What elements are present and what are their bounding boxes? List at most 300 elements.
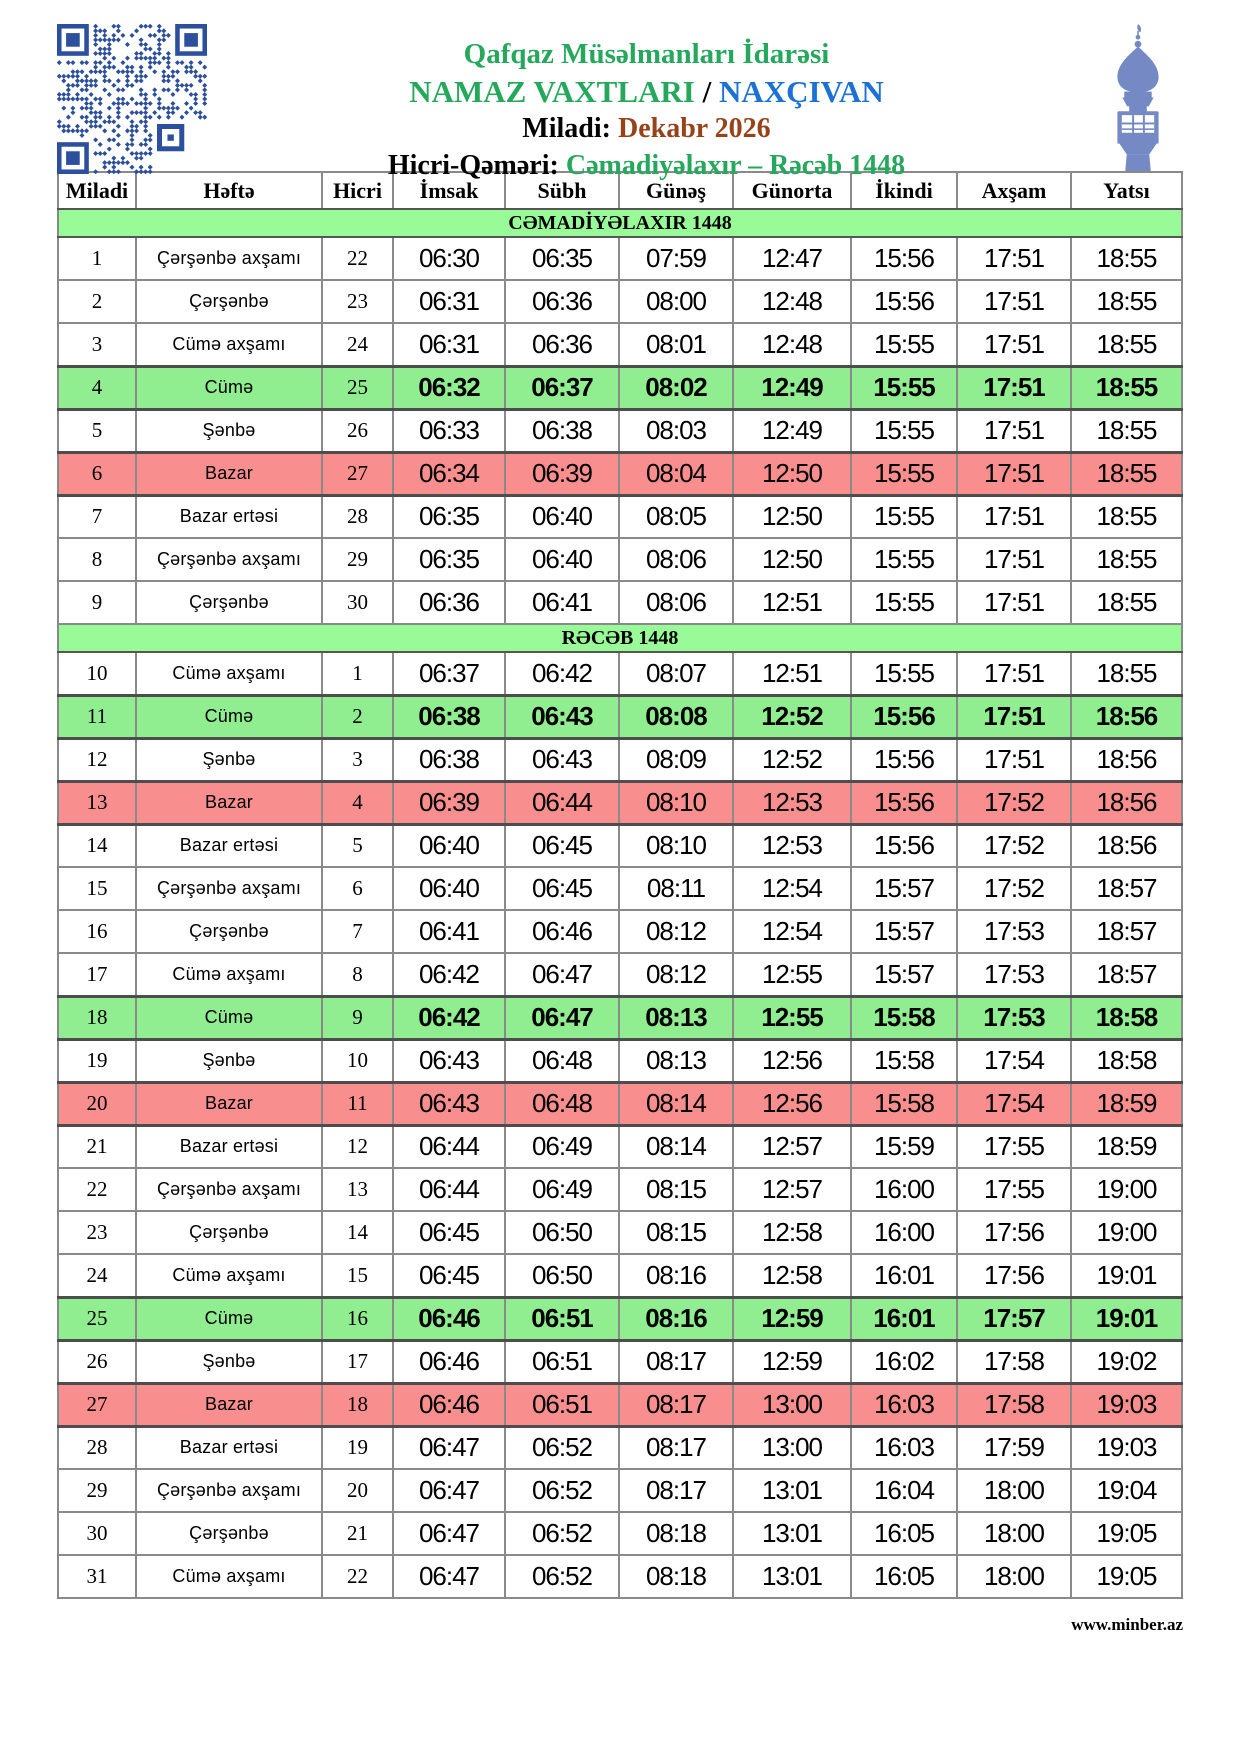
- table-row: [58, 1512, 1182, 1555]
- imsak-cell: 06:38: [393, 738, 505, 781]
- miladi-cell: 24: [58, 1254, 136, 1297]
- hicri-cell: 6: [322, 867, 393, 910]
- gunorta-cell: 12:55: [733, 953, 851, 996]
- gunorta-cell: 12:48: [733, 323, 851, 366]
- subh-cell: 06:52: [505, 1469, 619, 1512]
- miladi-cell: 17: [58, 953, 136, 996]
- subh-cell: 06:41: [505, 581, 619, 624]
- axsam-cell: 17:51: [957, 280, 1071, 323]
- imsak-cell: 06:30: [393, 237, 505, 280]
- miladi-cell: 22: [58, 1168, 136, 1211]
- gunes-cell: 07:59: [619, 237, 733, 280]
- imsak-cell: 06:40: [393, 824, 505, 867]
- axsam-cell: 17:53: [957, 953, 1071, 996]
- imsak-cell: 06:35: [393, 495, 505, 538]
- qr-code-icon: [57, 24, 222, 174]
- axsam-cell: 18:00: [957, 1469, 1071, 1512]
- miladi-cell: 16: [58, 910, 136, 953]
- gunes-cell: 08:13: [619, 1039, 733, 1082]
- yatsi-cell: 19:03: [1071, 1426, 1182, 1469]
- gunorta-cell: 12:53: [733, 824, 851, 867]
- gunorta-cell: 13:00: [733, 1383, 851, 1426]
- hicri-cell: 16: [322, 1297, 393, 1340]
- ikindi-cell: 15:56: [851, 781, 957, 824]
- subh-cell: 06:35: [505, 237, 619, 280]
- weekday-cell: Çərşənbə axşamı: [136, 867, 322, 910]
- hicri-cell: 18: [322, 1383, 393, 1426]
- yatsi-cell: 18:55: [1071, 652, 1182, 695]
- yatsi-cell: 18:58: [1071, 1039, 1182, 1082]
- hicri-value: Cəmadiyəlaxır – Rəcəb 1448: [565, 150, 906, 181]
- subh-cell: 06:49: [505, 1125, 619, 1168]
- table-row: [58, 538, 1182, 581]
- imsak-cell: 06:31: [393, 323, 505, 366]
- weekday-cell: Bazar ertəsi: [136, 824, 322, 867]
- section-title: CƏMADİYƏLAXIR 1448: [58, 209, 1182, 237]
- subh-cell: 06:43: [505, 695, 619, 738]
- hicri-cell: 10: [322, 1039, 393, 1082]
- axsam-cell: 17:52: [957, 781, 1071, 824]
- imsak-cell: 06:42: [393, 996, 505, 1039]
- gunorta-cell: 12:51: [733, 652, 851, 695]
- yatsi-cell: 18:57: [1071, 910, 1182, 953]
- yatsi-cell: 18:55: [1071, 280, 1182, 323]
- weekday-cell: Şənbə: [136, 738, 322, 781]
- weekday-cell: Cümə: [136, 695, 322, 738]
- weekday-cell: Cümə: [136, 366, 322, 409]
- hicri-cell: 19: [322, 1426, 393, 1469]
- title-block: [222, 24, 1071, 184]
- ikindi-cell: 15:55: [851, 652, 957, 695]
- yatsi-cell: 18:59: [1071, 1082, 1182, 1125]
- gunes-cell: 08:03: [619, 409, 733, 452]
- yatsi-cell: 18:57: [1071, 953, 1182, 996]
- city-name: NAXÇIVAN: [719, 74, 884, 109]
- imsak-cell: 06:36: [393, 581, 505, 624]
- section-title: RƏCƏB 1448: [58, 624, 1182, 652]
- imsak-cell: 06:45: [393, 1254, 505, 1297]
- subh-cell: 06:48: [505, 1039, 619, 1082]
- gunorta-cell: 12:59: [733, 1297, 851, 1340]
- gunes-cell: 08:14: [619, 1082, 733, 1125]
- prayer-table-body: [58, 209, 1182, 1598]
- weekday-cell: Cümə axşamı: [136, 323, 322, 366]
- imsak-cell: 06:40: [393, 867, 505, 910]
- website-link[interactable]: www.minber.az: [1071, 1615, 1183, 1634]
- ikindi-cell: 15:58: [851, 996, 957, 1039]
- weekday-cell: Bazar ertəsi: [136, 1125, 322, 1168]
- gunes-cell: 08:04: [619, 452, 733, 495]
- subh-cell: 06:47: [505, 996, 619, 1039]
- gunorta-cell: 12:51: [733, 581, 851, 624]
- miladi-cell: 14: [58, 824, 136, 867]
- miladi-cell: 19: [58, 1039, 136, 1082]
- miladi-label: Miladi:: [522, 113, 618, 144]
- miladi-cell: 25: [58, 1297, 136, 1340]
- ikindi-cell: 15:55: [851, 409, 957, 452]
- axsam-cell: 18:00: [957, 1555, 1071, 1598]
- ikindi-cell: 16:03: [851, 1383, 957, 1426]
- hicri-cell: 1: [322, 652, 393, 695]
- yatsi-cell: 18:57: [1071, 867, 1182, 910]
- miladi-cell: 30: [58, 1512, 136, 1555]
- miladi-cell: 13: [58, 781, 136, 824]
- table-row: [58, 695, 1182, 738]
- col-header-hicri: Hicri: [322, 172, 393, 209]
- subh-cell: 06:49: [505, 1168, 619, 1211]
- hicri-cell: 12: [322, 1125, 393, 1168]
- subh-cell: 06:46: [505, 910, 619, 953]
- hicri-cell: 22: [322, 237, 393, 280]
- col-header-axsam: Axşam: [957, 172, 1071, 209]
- ikindi-cell: 15:55: [851, 323, 957, 366]
- subh-cell: 06:52: [505, 1512, 619, 1555]
- table-row: [58, 1297, 1182, 1340]
- ikindi-cell: 15:56: [851, 237, 957, 280]
- yatsi-cell: 19:00: [1071, 1211, 1182, 1254]
- miladi-value: Dekabr 2026: [617, 113, 771, 144]
- ikindi-cell: 16:01: [851, 1297, 957, 1340]
- yatsi-cell: 18:55: [1071, 452, 1182, 495]
- axsam-cell: 17:58: [957, 1383, 1071, 1426]
- gunes-cell: 08:13: [619, 996, 733, 1039]
- gunorta-cell: 12:48: [733, 280, 851, 323]
- imsak-cell: 06:44: [393, 1125, 505, 1168]
- subh-cell: 06:39: [505, 452, 619, 495]
- axsam-cell: 17:55: [957, 1168, 1071, 1211]
- table-row: [58, 1555, 1182, 1598]
- miladi-cell: 5: [58, 409, 136, 452]
- axsam-cell: 17:51: [957, 237, 1071, 280]
- weekday-cell: Çərşənbə axşamı: [136, 237, 322, 280]
- miladi-cell: 23: [58, 1211, 136, 1254]
- weekday-cell: Çərşənbə: [136, 280, 322, 323]
- table-row: [58, 1039, 1182, 1082]
- ikindi-cell: 15:57: [851, 953, 957, 996]
- axsam-cell: 17:59: [957, 1426, 1071, 1469]
- miladi-cell: 10: [58, 652, 136, 695]
- weekday-cell: Bazar ertəsi: [136, 1426, 322, 1469]
- hicri-cell: 25: [322, 366, 393, 409]
- weekday-cell: Bazar ertəsi: [136, 495, 322, 538]
- subh-cell: 06:44: [505, 781, 619, 824]
- gunorta-cell: 13:00: [733, 1426, 851, 1469]
- imsak-cell: 06:42: [393, 953, 505, 996]
- gunorta-cell: 12:54: [733, 867, 851, 910]
- weekday-cell: Cümə axşamı: [136, 652, 322, 695]
- gunorta-cell: 12:57: [733, 1168, 851, 1211]
- gunes-cell: 08:09: [619, 738, 733, 781]
- axsam-cell: 17:55: [957, 1125, 1071, 1168]
- gunorta-cell: 12:55: [733, 996, 851, 1039]
- yatsi-cell: 18:56: [1071, 738, 1182, 781]
- yatsi-cell: 19:00: [1071, 1168, 1182, 1211]
- imsak-cell: 06:46: [393, 1340, 505, 1383]
- subh-cell: 06:42: [505, 652, 619, 695]
- miladi-cell: 28: [58, 1426, 136, 1469]
- yatsi-cell: 18:58: [1071, 996, 1182, 1039]
- gunorta-cell: 12:49: [733, 366, 851, 409]
- gunorta-cell: 12:54: [733, 910, 851, 953]
- gunes-cell: 08:08: [619, 695, 733, 738]
- gunes-cell: 08:07: [619, 652, 733, 695]
- imsak-cell: 06:47: [393, 1426, 505, 1469]
- ikindi-cell: 15:56: [851, 738, 957, 781]
- gunes-cell: 08:11: [619, 867, 733, 910]
- table-row: [58, 581, 1182, 624]
- yatsi-cell: 18:55: [1071, 237, 1182, 280]
- subh-cell: 06:51: [505, 1297, 619, 1340]
- gunorta-cell: 12:50: [733, 538, 851, 581]
- table-row: [58, 996, 1182, 1039]
- ikindi-cell: 16:00: [851, 1211, 957, 1254]
- imsak-cell: 06:31: [393, 280, 505, 323]
- miladi-cell: 20: [58, 1082, 136, 1125]
- imsak-cell: 06:34: [393, 452, 505, 495]
- imsak-cell: 06:43: [393, 1082, 505, 1125]
- gunes-cell: 08:05: [619, 495, 733, 538]
- axsam-cell: 17:56: [957, 1254, 1071, 1297]
- miladi-cell: 11: [58, 695, 136, 738]
- prayer-times-table: [57, 171, 1183, 1599]
- table-row: [58, 1125, 1182, 1168]
- table-row: [58, 237, 1182, 280]
- subh-cell: 06:40: [505, 495, 619, 538]
- axsam-cell: 17:51: [957, 538, 1071, 581]
- hicri-cell: 17: [322, 1340, 393, 1383]
- yatsi-cell: 19:01: [1071, 1254, 1182, 1297]
- weekday-cell: Bazar: [136, 781, 322, 824]
- table-row: [58, 953, 1182, 996]
- hicri-cell: 26: [322, 409, 393, 452]
- gunes-cell: 08:15: [619, 1211, 733, 1254]
- ikindi-cell: 15:55: [851, 538, 957, 581]
- section-row: [58, 209, 1182, 237]
- gunes-cell: 08:15: [619, 1168, 733, 1211]
- imsak-cell: 06:47: [393, 1555, 505, 1598]
- hicri-cell: 22: [322, 1555, 393, 1598]
- yatsi-cell: 18:56: [1071, 824, 1182, 867]
- weekday-cell: Cümə axşamı: [136, 1555, 322, 1598]
- yatsi-cell: 19:05: [1071, 1512, 1182, 1555]
- miladi-cell: 4: [58, 366, 136, 409]
- yatsi-cell: 18:56: [1071, 781, 1182, 824]
- gunes-cell: 08:06: [619, 581, 733, 624]
- axsam-cell: 17:51: [957, 409, 1071, 452]
- miladi-cell: 1: [58, 237, 136, 280]
- gunes-cell: 08:12: [619, 953, 733, 996]
- table-row: [58, 1168, 1182, 1211]
- table-row: [58, 452, 1182, 495]
- footer: [0, 1599, 1240, 1635]
- axsam-cell: 17:51: [957, 323, 1071, 366]
- subh-cell: 06:48: [505, 1082, 619, 1125]
- ikindi-cell: 16:04: [851, 1469, 957, 1512]
- col-header-hefte: Həftə: [136, 172, 322, 209]
- axsam-cell: 17:51: [957, 738, 1071, 781]
- subh-cell: 06:50: [505, 1211, 619, 1254]
- axsam-cell: 17:51: [957, 366, 1071, 409]
- page-title: [222, 73, 1071, 110]
- subh-cell: 06:38: [505, 409, 619, 452]
- hicri-cell: 23: [322, 280, 393, 323]
- table-row: [58, 910, 1182, 953]
- gunes-cell: 08:10: [619, 781, 733, 824]
- gunorta-cell: 12:49: [733, 409, 851, 452]
- axsam-cell: 17:54: [957, 1082, 1071, 1125]
- table-row: [58, 1254, 1182, 1297]
- gunes-cell: 08:12: [619, 910, 733, 953]
- hicri-cell: 20: [322, 1469, 393, 1512]
- axsam-cell: 17:52: [957, 824, 1071, 867]
- gunes-cell: 08:02: [619, 366, 733, 409]
- gunes-cell: 08:10: [619, 824, 733, 867]
- ikindi-cell: 15:55: [851, 366, 957, 409]
- org-title: Qafqaz Müsəlmanları İdarəsi: [463, 38, 830, 70]
- ikindi-cell: 16:00: [851, 1168, 957, 1211]
- weekday-cell: Cümə axşamı: [136, 1254, 322, 1297]
- imsak-cell: 06:38: [393, 695, 505, 738]
- axsam-cell: 17:53: [957, 910, 1071, 953]
- axsam-cell: 17:51: [957, 581, 1071, 624]
- axsam-cell: 17:57: [957, 1297, 1071, 1340]
- miladi-cell: 7: [58, 495, 136, 538]
- main-title: NAMAZ VAXTLARI: [409, 74, 695, 109]
- gunorta-cell: 12:57: [733, 1125, 851, 1168]
- table-row: [58, 1211, 1182, 1254]
- gunorta-cell: 12:58: [733, 1254, 851, 1297]
- table-row: [58, 1426, 1182, 1469]
- table-row: [58, 409, 1182, 452]
- ikindi-cell: 16:02: [851, 1340, 957, 1383]
- weekday-cell: Şənbə: [136, 409, 322, 452]
- miladi-cell: 6: [58, 452, 136, 495]
- miladi-cell: 26: [58, 1340, 136, 1383]
- axsam-cell: 17:56: [957, 1211, 1071, 1254]
- imsak-cell: 06:37: [393, 652, 505, 695]
- col-header-gunes: Günəş: [619, 172, 733, 209]
- gunorta-cell: 12:47: [733, 237, 851, 280]
- weekday-cell: Çərşənbə axşamı: [136, 1469, 322, 1512]
- yatsi-cell: 19:02: [1071, 1340, 1182, 1383]
- weekday-cell: Şənbə: [136, 1340, 322, 1383]
- hicri-cell: 7: [322, 910, 393, 953]
- gunes-cell: 08:01: [619, 323, 733, 366]
- yatsi-cell: 18:55: [1071, 409, 1182, 452]
- col-header-imsak: İmsak: [393, 172, 505, 209]
- gunes-cell: 08:18: [619, 1555, 733, 1598]
- axsam-cell: 17:51: [957, 695, 1071, 738]
- yatsi-cell: 18:55: [1071, 495, 1182, 538]
- weekday-cell: Çərşənbə: [136, 1211, 322, 1254]
- subh-cell: 06:43: [505, 738, 619, 781]
- hicri-label: Hicri-Qəməri:: [387, 150, 566, 181]
- table-row: [58, 1469, 1182, 1512]
- yatsi-cell: 18:59: [1071, 1125, 1182, 1168]
- subh-cell: 06:50: [505, 1254, 619, 1297]
- hicri-cell: 11: [322, 1082, 393, 1125]
- axsam-cell: 17:53: [957, 996, 1071, 1039]
- miladi-cell: 27: [58, 1383, 136, 1426]
- gunorta-cell: 13:01: [733, 1512, 851, 1555]
- col-header-gunorta: Günorta: [733, 172, 851, 209]
- yatsi-cell: 19:04: [1071, 1469, 1182, 1512]
- ikindi-cell: 15:56: [851, 280, 957, 323]
- weekday-cell: Çərşənbə: [136, 1512, 322, 1555]
- imsak-cell: 06:44: [393, 1168, 505, 1211]
- weekday-cell: Bazar: [136, 452, 322, 495]
- table-row: [58, 781, 1182, 824]
- gunes-cell: 08:18: [619, 1512, 733, 1555]
- col-header-ikindi: İkindi: [851, 172, 957, 209]
- gunorta-cell: 12:52: [733, 695, 851, 738]
- hicri-cell: 3: [322, 738, 393, 781]
- ikindi-cell: 16:05: [851, 1512, 957, 1555]
- header: [0, 0, 1240, 181]
- imsak-cell: 06:32: [393, 366, 505, 409]
- hicri-cell: 15: [322, 1254, 393, 1297]
- miladi-cell: 9: [58, 581, 136, 624]
- yatsi-cell: 19:03: [1071, 1383, 1182, 1426]
- yatsi-cell: 18:56: [1071, 695, 1182, 738]
- subh-cell: 06:52: [505, 1426, 619, 1469]
- hicri-cell: 27: [322, 452, 393, 495]
- imsak-cell: 06:47: [393, 1512, 505, 1555]
- gunes-cell: 08:16: [619, 1254, 733, 1297]
- ikindi-cell: 15:55: [851, 495, 957, 538]
- table-row: [58, 495, 1182, 538]
- gunes-cell: 08:14: [619, 1125, 733, 1168]
- gunorta-cell: 12:56: [733, 1039, 851, 1082]
- imsak-cell: 06:41: [393, 910, 505, 953]
- ikindi-cell: 15:56: [851, 695, 957, 738]
- col-header-yatsi: Yatsı: [1071, 172, 1182, 209]
- col-header-miladi: Miladi: [58, 172, 136, 209]
- yatsi-cell: 18:55: [1071, 581, 1182, 624]
- axsam-cell: 17:51: [957, 652, 1071, 695]
- weekday-cell: Bazar: [136, 1383, 322, 1426]
- imsak-cell: 06:46: [393, 1297, 505, 1340]
- weekday-cell: Cümə axşamı: [136, 953, 322, 996]
- gunorta-cell: 12:52: [733, 738, 851, 781]
- subh-cell: 06:45: [505, 867, 619, 910]
- table-row: [58, 738, 1182, 781]
- imsak-cell: 06:45: [393, 1211, 505, 1254]
- ikindi-cell: 16:01: [851, 1254, 957, 1297]
- ikindi-cell: 15:58: [851, 1039, 957, 1082]
- gunorta-cell: 12:50: [733, 495, 851, 538]
- axsam-cell: 17:51: [957, 495, 1071, 538]
- subh-cell: 06:47: [505, 953, 619, 996]
- imsak-cell: 06:46: [393, 1383, 505, 1426]
- table-row: [58, 867, 1182, 910]
- hicri-cell: 2: [322, 695, 393, 738]
- weekday-cell: Cümə: [136, 1297, 322, 1340]
- gunes-cell: 08:16: [619, 1297, 733, 1340]
- gunes-cell: 08:17: [619, 1469, 733, 1512]
- gunorta-cell: 12:58: [733, 1211, 851, 1254]
- table-row: [58, 652, 1182, 695]
- table-row: [58, 366, 1182, 409]
- axsam-cell: 18:00: [957, 1512, 1071, 1555]
- gunes-cell: 08:00: [619, 280, 733, 323]
- section-row: [58, 624, 1182, 652]
- gunorta-cell: 13:01: [733, 1469, 851, 1512]
- imsak-cell: 06:35: [393, 538, 505, 581]
- table-row: [58, 1082, 1182, 1125]
- gunorta-cell: 13:01: [733, 1555, 851, 1598]
- yatsi-cell: 19:05: [1071, 1555, 1182, 1598]
